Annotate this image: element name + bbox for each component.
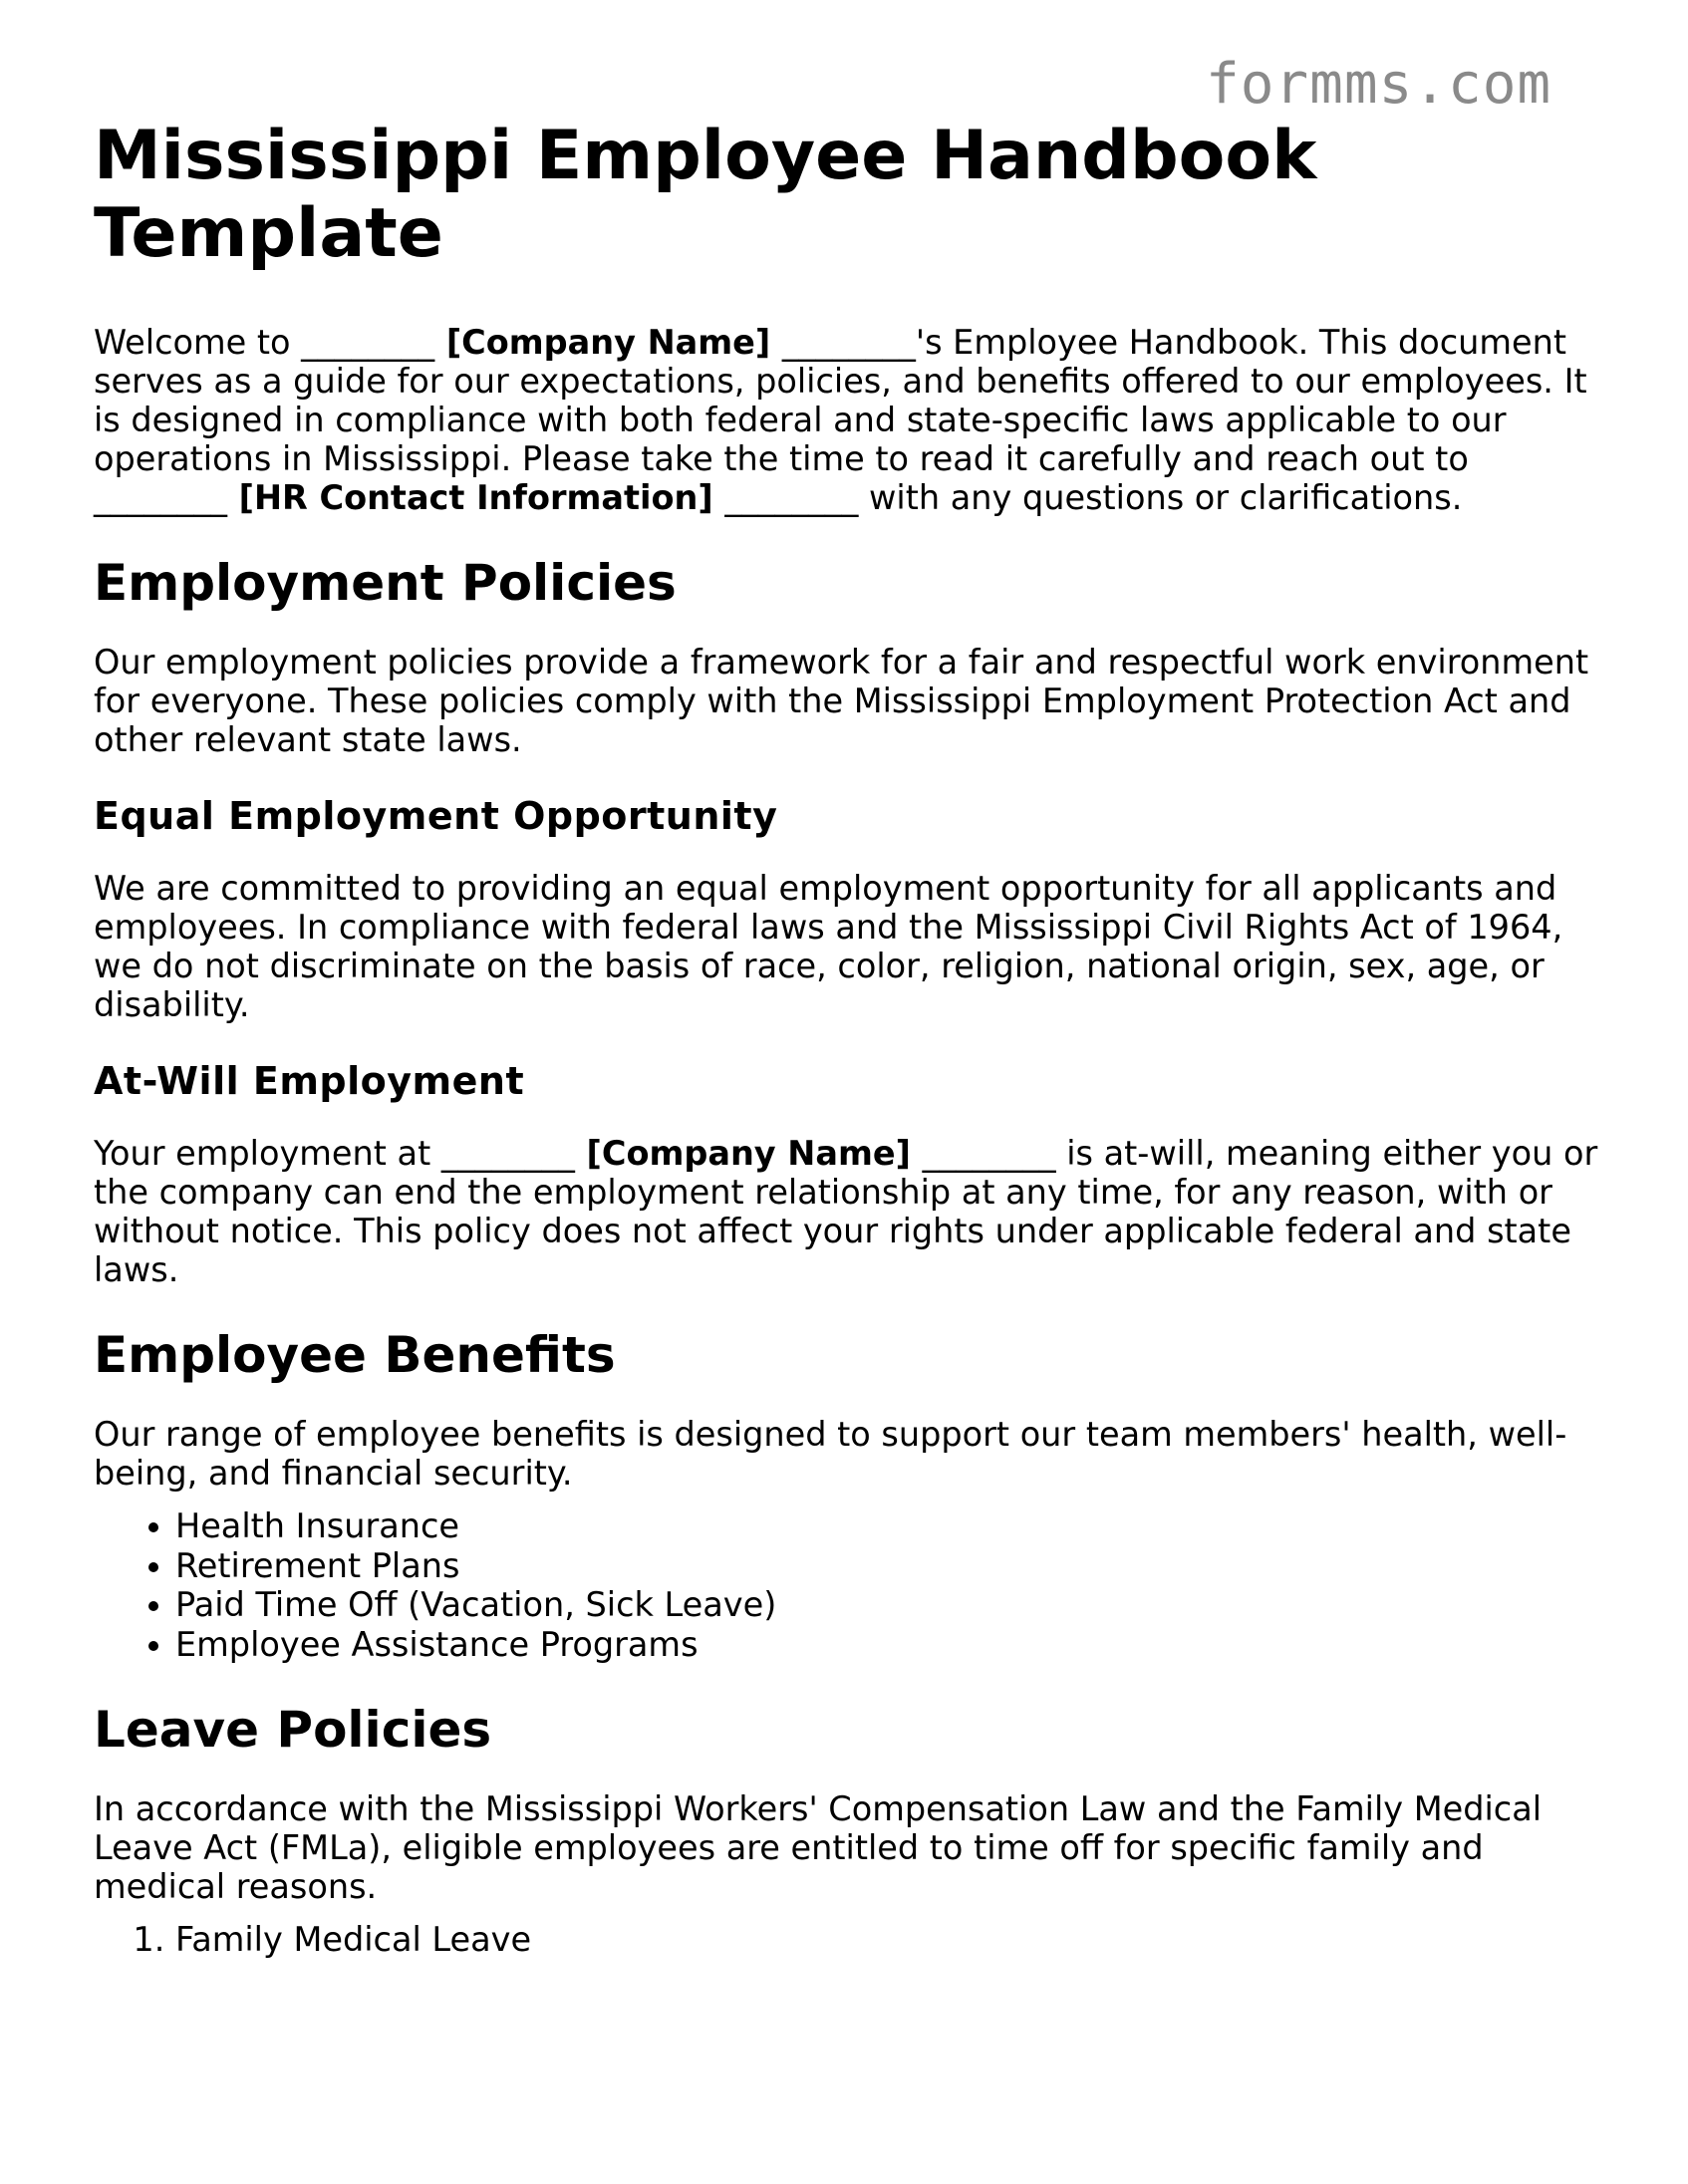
intro-paragraph <box>94 323 1608 517</box>
eeo-text: We are committed to providing an equal employment opportunity for all applicants and employees. In compliance with federal laws and the Mississippi Civil Rights Act of 1964, we do not discriminate on the basis of race, color, religion, national origin, sex, age, or disability. <box>94 869 1563 1024</box>
leave-policies-text: In accordance with the Mississippi Workers' Compensation Law and the Family Medical Leave Act (FMLa), eligible employees are entitled to time off for specific family and medical reasons. <box>94 1789 1543 1906</box>
company-name-placeholder: ________ [Company Name] ________ <box>440 1134 1056 1173</box>
document-page <box>94 118 1608 1960</box>
at-will-heading: At-Will Employment <box>94 1059 525 1103</box>
benefits-list <box>94 1506 1608 1664</box>
intro-text-1: Welcome to <box>94 323 302 362</box>
hr-contact-placeholder: ________ [HR Contact Information] ________ <box>94 478 859 517</box>
at-will-text: Your employment at ________ [Company Name] ________ is at-will, meaning either you or the company can end the employment relationship at any time, for any reason, with or without notice. This policy does not affect your rights under applicable federal and state laws. <box>94 1134 1598 1289</box>
list-item: • Retirement Plans <box>175 1546 1608 1586</box>
list-item: • Health Insurance <box>175 1506 1608 1546</box>
employment-policies-text: Our employment policies provide a framework for a fair and respectful work environment for everyone. These policies comply with the Mississippi Employment Protection Act and other relevant state laws. <box>94 643 1589 759</box>
page-title: Mississippi Employee Handbook Template <box>94 117 1317 273</box>
list-item: 1. Family Medical Leave <box>175 1920 1608 1960</box>
eeo-heading: Equal Employment Opportunity <box>94 794 778 838</box>
leave-list <box>94 1920 1608 1960</box>
employee-benefits-heading: Employee Benefits <box>94 1326 616 1384</box>
intro-text-3: with any questions or clarifications. <box>858 478 1463 517</box>
intro-text-2: 's Employee Handbook. This document serves as a guide for our expectations, policies, and benefits offered to our employees. It is designed in compliance with both federal and state-specific laws applicable to our operations in Mississippi. Please take the time to read it carefully and reach out to <box>94 323 1587 478</box>
leave-policies-heading: Leave Policies <box>94 1701 492 1759</box>
list-item: • Paid Time Off (Vacation, Sick Leave) <box>175 1585 1608 1625</box>
list-item: • Employee Assistance Programs <box>175 1625 1608 1665</box>
company-name-placeholder: ________ [Company Name] ________ <box>301 323 916 362</box>
employee-benefits-text: Our range of employee benefits is designed to support our team members' health, well-being, and financial security. <box>94 1415 1567 1493</box>
watermark: formms.com <box>1206 52 1552 117</box>
employment-policies-heading: Employment Policies <box>94 554 677 612</box>
